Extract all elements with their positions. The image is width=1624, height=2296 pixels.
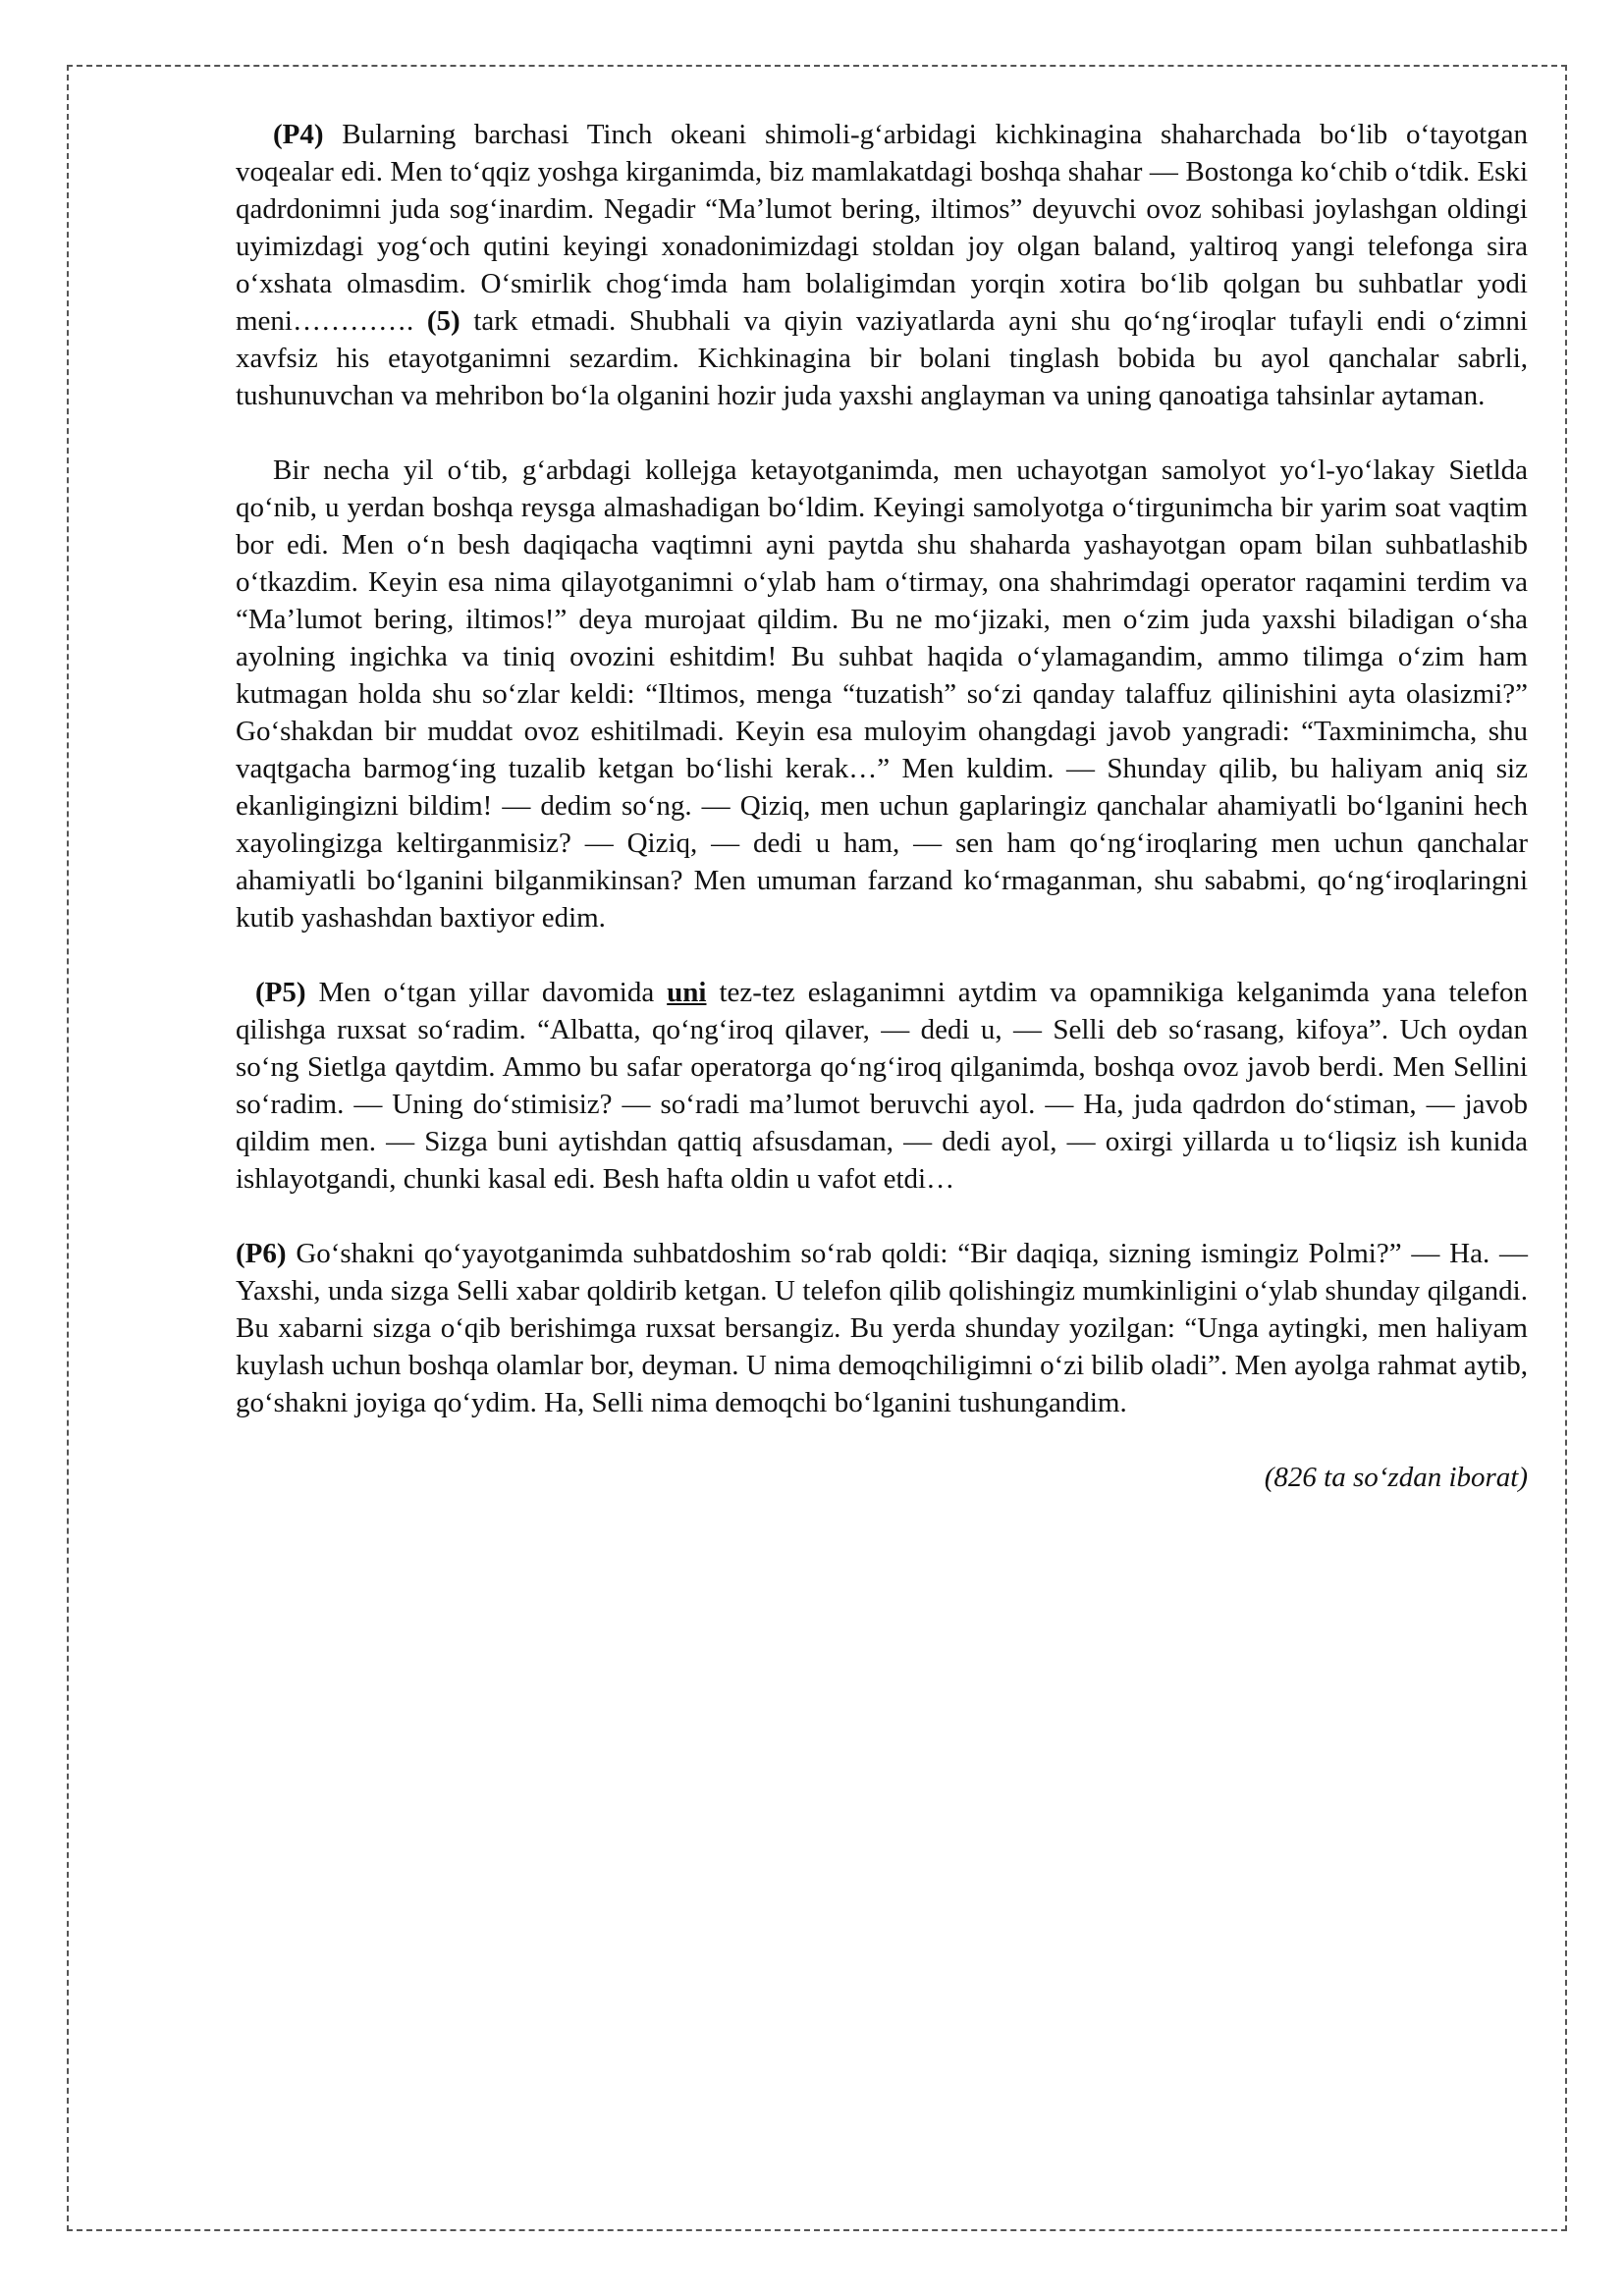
word-count-note: (826 ta so‘zdan iborat) <box>1264 1462 1528 1493</box>
paragraph-p4-continued <box>236 452 1528 936</box>
gap-marker-5: (5) <box>426 305 460 337</box>
paragraph-p5 <box>236 974 1528 1198</box>
paragraph-text-p4-continued: Bir necha yil o‘tib, g‘arbdagi kollejga ketayotganimda, men uchayotgan samolyot yo‘l-yo‘lakay Sietlda qo‘nib, u yerdan boshqa reysga almashadigan bo‘ldim. Keyingi samolyotga o‘tirgunimcha bir yarim soat vaqtim bor edi. Men o‘n besh daqiqacha vaqtimni ayni paytda shu shaharda yashayotgan opam bilan suhbatlashib o‘tkazdim. Keyin esa nima qilayotganimni o‘ylab ham o‘tirmay, ona shahrimdagi operator raqamini terdim va “Ma’lumot bering, iltimos!” deya murojaat qildim. Bu ne mo‘jizaki, men o‘zim juda yaxshi biladigan o‘sha ayolning ingichka va tiniq ovozini eshitdim! Bu suhbat haqida o‘ylamagandim, ammo tilimga o‘zim ham kutmagan holda shu so‘zlar keldi: “Iltimos, menga “tuzatish” so‘zi qanday talaffuz qilinishini ayta olasizmi?” Go‘shakdan bir muddat ovoz eshitilmadi. Keyin esa muloyim ohangdagi javob yangradi: “Taxminimcha, shu vaqtgacha barmog‘ing tuzalib ketgan bo‘lishi kerak…” Men kuldim. — Shunday qilib, bu haliyam aniq siz ekanligingizni bildim! — dedim so‘ng. — Qiziq, men uchun gaplaringiz qanchalar ahamiyatli bo‘lganini hech xayolingizga keltirganmisiz? — Qiziq, — dedi u ham, — sen ham qo‘ng‘iroqlaring men uchun qanchalar ahamiyatli bo‘lganini bilganmikinsan? Men umuman farzand ko‘rmaganman, shu sababmi, qo‘ng‘iroqlaringni kutib yashashdan baxtiyor edim. <box>236 454 1528 934</box>
paragraph-label-p5: (P5) <box>255 977 306 1008</box>
paragraph-text-p4-a: Bularning barchasi Tinch okeani shimoli-g‘arbidagi kichkinagina shaharchada bo‘lib o‘tayotgan voqealar edi. Men to‘qqiz yoshga kirganimda, biz mamlakatdagi boshqa shahar — Bostonga ko‘chib o‘tdik. Eski qadrdonimni juda sog‘inardim. Negadir “Ma’lumot bering, iltimos” deyuvchi ovoz sohibasi joylashgan oldingi uyimizdagi yog‘och qutini keyingi xonadonimizdagi stoldan joy olgan baland, yaltiroq yangi telefonga sira o‘xshata olmasdim. O‘smirlik chog‘imda ham bolaligimdan yorqin xotira bo‘lib qolgan bu suhbatlar yodi meni…………. <box>236 119 1528 337</box>
paragraph-text-p6: Go‘shakni qo‘yayotganimda suhbatdoshim so‘rab qoldi: “Bir daqiqa, sizning ismingiz Polmi?” — Ha. — Yaxshi, unda sizga Selli xabar qoldirib ketgan. U telefon qilib qolishingiz mumkinligini o‘ylab shunday qilgandi. Bu xabarni sizga o‘qib berishimga ruxsat bersangiz. Bu yerda shunday yozilgan: “Unga aytingki, men haliyam kuylash uchun boshqa olamlar bor, deyman. U nima demoqchiligimni o‘zi bilib oladi”. Men ayolga rahmat aytib, go‘shakni joyiga qo‘ydim. Ha, Selli nima demoqchi bo‘lganini tushungandim. <box>236 1238 1528 1418</box>
paragraph-p6 <box>236 1235 1528 1421</box>
paragraph-label-p6: (P6) <box>236 1238 287 1269</box>
paragraph-p4 <box>236 116 1528 414</box>
document-body <box>236 116 1528 1496</box>
paragraph-label-p4: (P4) <box>273 119 324 150</box>
paragraph-text-p5-a: Men o‘tgan yillar davomida <box>305 977 668 1008</box>
paragraph-text-p5-b: tez-tez eslaganimni aytdim va opamnikiga kelganimda yana telefon qilishga ruxsat so‘radim. “Albatta, qo‘ng‘iroq qilaver, — dedi u, — Selli deb so‘rasang, kifoya”. Uch oydan so‘ng Sietlga qaytdim. Ammo bu safar operatorga qo‘ng‘iroq qilganimda, boshqa ovoz javob berdi. Men Sellini so‘radim. — Uning do‘stimisiz? — so‘radi ma’lumot beruvchi ayol. — Ha, juda qadrdon do‘stiman, — javob qildim men. — Sizga buni aytishdan qattiq afsusdaman, — dedi ayol, — oxirgi yillarda u to‘liqsiz ish kunida ishlayotgandi, chunki kasal edi. Besh hafta oldin u vafot etdi… <box>236 977 1528 1195</box>
underlined-word: uni <box>667 977 707 1008</box>
paragraph-text-p4-b: tark etmadi. Shubhali va qiyin vaziyatlarda ayni shu qo‘ng‘iroqlar tufayli endi o‘zimni xavfsiz his etayotganimni sezardim. Kichkinagina bir bolani tinglash bobida bu ayol qanchalar sabrli, tushunuvchan va mehribon bo‘la olganini hozir juda yaxshi anglayman va uning qanoatiga tahsinlar aytaman. <box>236 305 1528 411</box>
